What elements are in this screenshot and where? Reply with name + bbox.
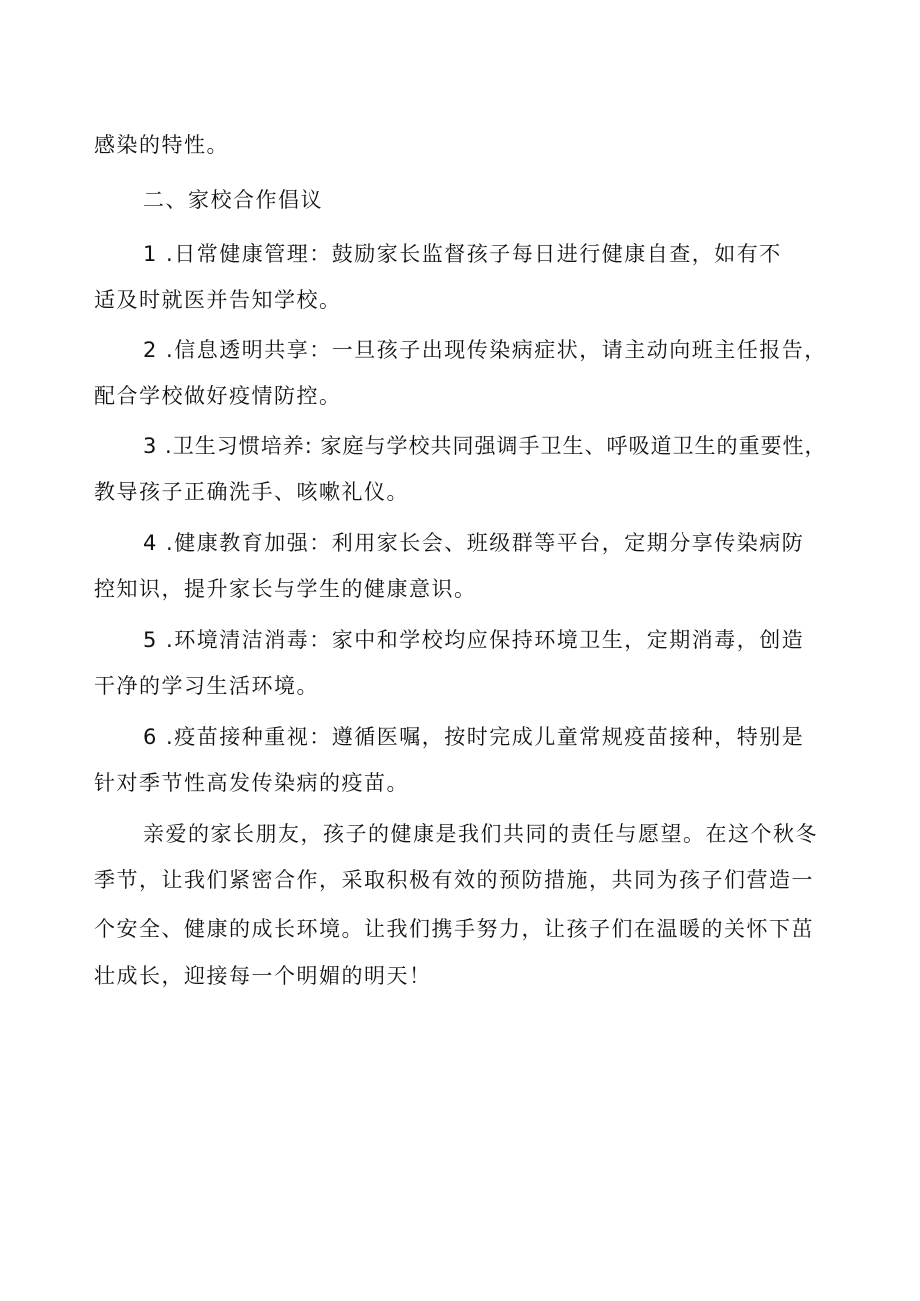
section-heading: 二、家校合作倡议	[143, 188, 323, 212]
list-item-3-line-2: 教导孩子正确洗手、咳嗽礼仪。	[94, 480, 409, 504]
list-item-2-line-2: 配合学校做好疫情防控。	[94, 384, 342, 408]
list-item-4-line-1: 4 .健康教育加强：利用家长会、班级群等平台，定期分享传染病防	[143, 531, 805, 555]
closing-paragraph-line-1: 亲爱的家长朋友，孩子的健康是我们共同的责任与愿望。在这个秋冬	[143, 822, 818, 846]
list-item-3-line-1: 3 .卫生习惯培养: 家庭与学校共同强调手卫生、呼吸道卫生的重要性，	[143, 434, 827, 458]
list-item-5-line-2: 干净的学习生活环境。	[94, 674, 319, 698]
list-item-6-line-1: 6 .疫苗接种重视：遵循医嘱，按时完成儿童常规疫苗接种，特别是	[143, 725, 805, 749]
closing-paragraph-line-3: 个安全、健康的成长环境。让我们携手努力，让孩子们在温暖的关怀下茁	[94, 917, 814, 941]
list-item-6-line-2: 针对季节性高发传染病的疫苗。	[94, 771, 409, 795]
list-item-1-line-1: 1 .日常健康管理：鼓励家长监督孩子每日进行健康自查，如有不	[143, 242, 782, 266]
list-item-2-line-1: 2 .信息透明共享：一旦孩子出现传染病症状，请主动向班主任报告，	[143, 338, 827, 362]
list-item-1-line-2: 适及时就医并告知学校。	[94, 288, 342, 312]
closing-paragraph-line-4: 壮成长，迎接每一个明媚的明天！	[94, 964, 432, 988]
closing-paragraph-line-2: 季节，让我们紧密合作，采取积极有效的预防措施，共同为孩子们营造一	[94, 868, 814, 892]
text-line: 感染的特性。	[94, 133, 229, 157]
list-item-4-line-2: 控知识，提升家长与学生的健康意识。	[94, 577, 477, 601]
list-item-5-line-1: 5 .环境清洁消毒：家中和学校均应保持环境卫生，定期消毒，创造	[143, 628, 805, 652]
